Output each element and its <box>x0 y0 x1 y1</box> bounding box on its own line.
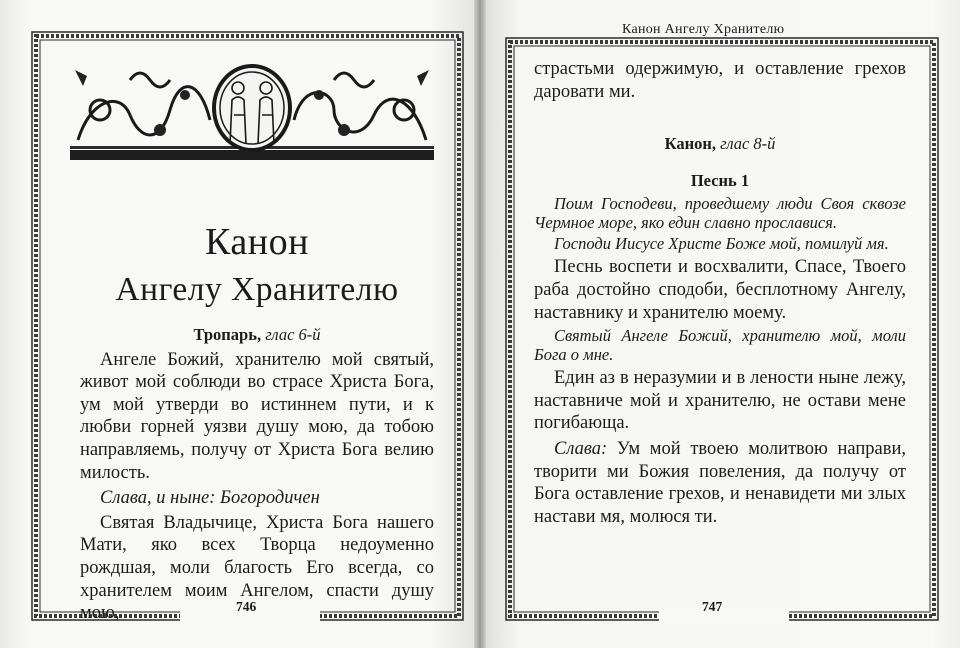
troparion-3-paragraph <box>534 438 906 528</box>
glory-label: Слава, и ныне: Богородичен <box>100 488 320 509</box>
canon-tone: глас 8-й <box>720 134 776 154</box>
continuation-text: страстьми одержимую, и оставление грехов даровати ми. <box>534 59 906 102</box>
troparion-2: Един аз в неразумии и в лености ныне лежу, наставниче мой и хранителю, не остави мене погибающа. <box>534 368 906 434</box>
book-gutter <box>474 0 486 648</box>
troparion-tone: глас 6-й <box>265 325 321 344</box>
refrain-jesus: Господи Иисусе Христе Боже мой, помилуй мя. <box>554 234 889 254</box>
title-line-2: Ангелу Хранителю <box>115 271 399 308</box>
troparion-heading <box>80 324 434 347</box>
troparion-text: Ангеле Божий, хранителю мой святый, живот мой соблюди во страсе Христа Бога, ум мой утверди во истиннем пути, и к любви горней уязви душу мою, да тобою направляемь, получу от Христа Бога велию милость. <box>80 349 434 483</box>
irmos-text: Поим Господеви, проведшему люди Своя сквозе Чермное море, яко един славно прославися. <box>534 194 906 233</box>
troparion-1: Песнь воспети и восхвалити, Спасе, Твоего раба достойно сподоби, бесплотному Ангелу, наставнику и хранителю моему. <box>534 257 906 323</box>
right-text-block <box>534 58 906 528</box>
troparion-3: Ум мой твоею молитвою направи, творити ми Божия повеления, да получу от Бога оставление грехов, и ненавидети ми злых настави мя, молюся ти. <box>534 438 907 527</box>
canon-heading <box>534 133 906 156</box>
title-line-1: Канон <box>205 221 309 263</box>
right-page-number: 747 <box>702 599 723 614</box>
refrain-angel: Святый Ангеле Божий, хранителю мой, моли Бога о мне. <box>534 326 906 365</box>
left-text-block <box>80 220 434 625</box>
left-page <box>0 0 478 648</box>
canon-heading-label: Канон, <box>664 134 716 154</box>
right-page <box>482 0 960 648</box>
troparion-heading-label: Тропарь, <box>193 325 262 344</box>
running-header: Канон Ангелу Хранителю <box>622 22 785 37</box>
ornamental-headpiece-with-saints-icon <box>70 60 434 164</box>
left-page-number: 746 <box>236 599 257 614</box>
glory-label-right: Слава: <box>554 438 608 459</box>
theotokion-text: Святая Владычице, Христа Бога нашего Мати, яко всех Творца недоуменно рождшая, моли благость Его всегда, со хранителем моим Ангелом, спасти душу мою, <box>80 512 434 624</box>
ode-heading: Песнь 1 <box>690 170 750 190</box>
